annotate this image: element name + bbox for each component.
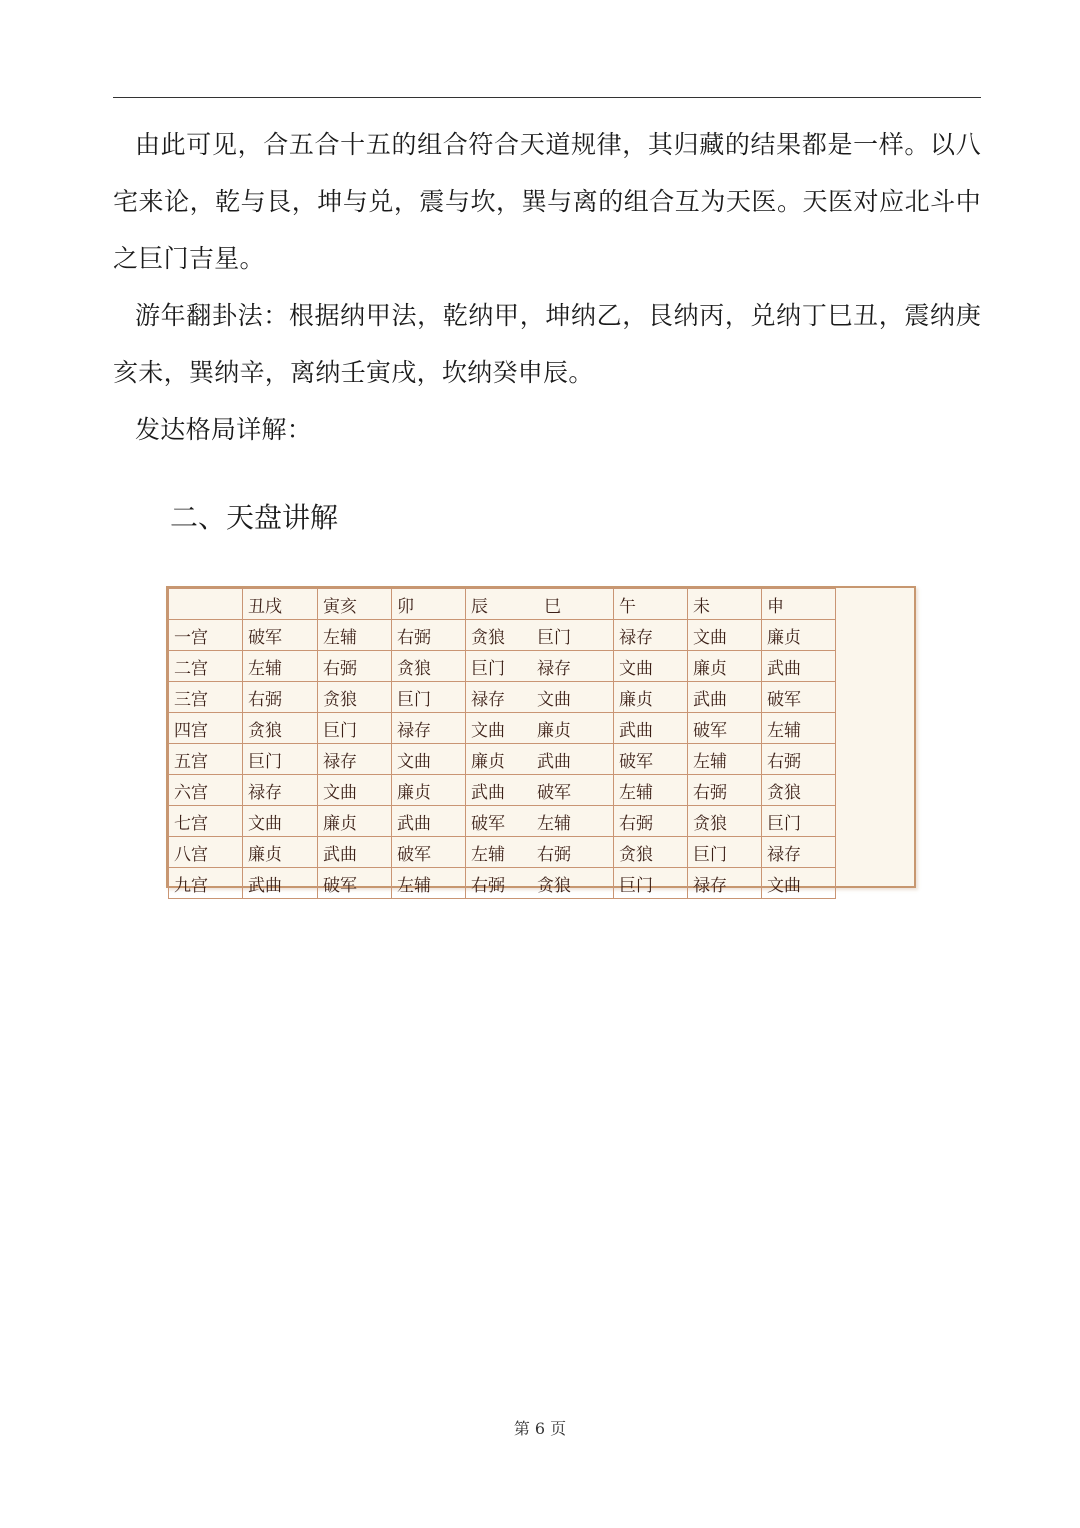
table-row — [169, 620, 915, 651]
star-table-body — [169, 589, 915, 899]
table-cell-pair — [466, 806, 614, 837]
page-number: 第 6 页 — [513, 1419, 567, 1438]
table-cell: 右弼 — [762, 744, 836, 775]
table-cell: 廉贞 — [614, 682, 688, 713]
table-cell: 巨门 — [762, 806, 836, 837]
row-label: 九宫 — [174, 875, 208, 896]
row-head-cell — [169, 837, 243, 868]
table-row — [169, 651, 915, 682]
table-cell: 文曲 — [243, 806, 318, 837]
table-cell: 左辅 — [688, 744, 762, 775]
table-row — [169, 713, 915, 744]
table-cell: 文曲 — [471, 720, 505, 741]
table-cell: 廉贞 — [471, 751, 505, 772]
table-cell: 武曲 — [243, 868, 318, 899]
table-cell: 贪狼 — [243, 713, 318, 744]
column-header: 卯 — [392, 589, 466, 620]
table-cell: 右弼 — [318, 651, 392, 682]
row-head-cell — [169, 713, 243, 744]
row-head-cell — [169, 620, 243, 651]
table-cell: 武曲 — [471, 782, 505, 803]
table-cell: 禄存 — [688, 868, 762, 899]
table-cell: 禄存 — [762, 837, 836, 868]
table-cell: 禄存 — [392, 713, 466, 744]
table-cell: 巨门 — [392, 682, 466, 713]
paragraph: 发达格局详解： — [135, 415, 313, 444]
table-cell: 文曲 — [392, 744, 466, 775]
row-head-cell — [169, 682, 243, 713]
table-cell: 文曲 — [614, 651, 688, 682]
row-label: 一宫 — [174, 627, 208, 648]
table-cell: 禄存 — [614, 620, 688, 651]
column-header: 午 — [614, 589, 688, 620]
table-cell: 破军 — [318, 868, 392, 899]
table-cell-pair — [466, 620, 614, 651]
table-cell: 右弼 — [243, 682, 318, 713]
table-cell: 文曲 — [318, 775, 392, 806]
table-cell: 左辅 — [318, 620, 392, 651]
section-heading: 二、天盘讲解 — [170, 501, 339, 534]
table-row — [169, 682, 915, 713]
row-label: 二宫 — [174, 658, 208, 679]
table-row — [169, 806, 915, 837]
table-row — [169, 775, 915, 806]
column-header: 辰 — [471, 596, 488, 617]
row-label: 三宫 — [174, 689, 208, 710]
star-table — [168, 588, 915, 899]
table-cell: 左辅 — [243, 651, 318, 682]
table-cell: 禄存 — [537, 658, 571, 679]
paragraph: 游年翻卦法：根据纳甲法，乾纳甲，坤纳乙，艮纳丙，兑纳丁巳丑，震纳庚亥未，巽纳辛，离纳壬寅戌，坎纳癸申辰。 — [113, 301, 981, 387]
table-cell: 巨门 — [471, 658, 505, 679]
table-cell: 禄存 — [243, 775, 318, 806]
table-cell: 破军 — [392, 837, 466, 868]
table-cell: 左辅 — [762, 713, 836, 744]
table-cell: 左辅 — [392, 868, 466, 899]
row-label: 五宫 — [174, 751, 208, 772]
row-label: 六宫 — [174, 782, 208, 803]
table-row — [169, 744, 915, 775]
row-head-cell — [169, 775, 243, 806]
column-header-pair — [466, 589, 614, 620]
table-cell-pair — [466, 868, 614, 899]
table-cell: 文曲 — [688, 620, 762, 651]
table-cell: 贪狼 — [392, 651, 466, 682]
row-head-cell — [169, 651, 243, 682]
row-head-cell — [169, 744, 243, 775]
table-row — [169, 837, 915, 868]
table-cell-pair — [466, 713, 614, 744]
table-cell: 廉贞 — [537, 720, 571, 741]
table-cell: 巨门 — [318, 713, 392, 744]
table-cell: 左辅 — [471, 844, 505, 865]
table-cell: 廉贞 — [392, 775, 466, 806]
table-cell: 武曲 — [318, 837, 392, 868]
table-cell: 贪狼 — [762, 775, 836, 806]
body-text — [113, 116, 981, 458]
table-cell: 右弼 — [688, 775, 762, 806]
table-cell: 贪狼 — [318, 682, 392, 713]
table-cell: 右弼 — [392, 620, 466, 651]
row-head-cell — [169, 868, 243, 899]
column-header: 寅亥 — [318, 589, 392, 620]
table-cell: 贪狼 — [688, 806, 762, 837]
table-cell: 左辅 — [614, 775, 688, 806]
table-cell: 武曲 — [762, 651, 836, 682]
star-table-figure — [166, 586, 916, 896]
table-cell: 左辅 — [537, 813, 571, 834]
paragraph: 由此可见，合五合十五的组合符合天道规律，其归藏的结果都是一样。以八宅来论，乾与艮，坤与兑，震与坎，巽与离的组合互为天医。天医对应北斗中之巨门吉星。 — [113, 130, 981, 273]
table-cell: 武曲 — [614, 713, 688, 744]
header-rule — [113, 97, 981, 98]
table-cell: 巨门 — [688, 837, 762, 868]
table-cell: 廉贞 — [688, 651, 762, 682]
table-cell: 巨门 — [537, 627, 571, 648]
table-cell: 巨门 — [614, 868, 688, 899]
table-cell: 巨门 — [243, 744, 318, 775]
table-cell: 武曲 — [688, 682, 762, 713]
table-cell-pair — [466, 837, 614, 868]
table-row — [169, 868, 915, 899]
table-cell: 禄存 — [471, 689, 505, 710]
table-cell: 贪狼 — [471, 627, 505, 648]
table-cell: 廉贞 — [762, 620, 836, 651]
table-cell: 右弼 — [614, 806, 688, 837]
column-header: 未 — [688, 589, 762, 620]
table-cell: 廉贞 — [318, 806, 392, 837]
table-cell: 文曲 — [762, 868, 836, 899]
table-cell: 贪狼 — [614, 837, 688, 868]
table-header-row — [169, 589, 915, 620]
table-cell: 贪狼 — [537, 875, 571, 896]
table-cell-pair — [466, 651, 614, 682]
column-header: 申 — [762, 589, 836, 620]
table-cell: 禄存 — [318, 744, 392, 775]
table-cell: 破军 — [762, 682, 836, 713]
column-header: 巳 — [544, 596, 561, 617]
table-cell: 破军 — [537, 782, 571, 803]
table-cell: 破军 — [471, 813, 505, 834]
table-cell-pair — [466, 744, 614, 775]
table-cell: 右弼 — [537, 844, 571, 865]
table-cell-pair — [466, 775, 614, 806]
column-header: 丑戌 — [243, 589, 318, 620]
table-cell: 武曲 — [537, 751, 571, 772]
table-cell: 右弼 — [471, 875, 505, 896]
row-label: 七宫 — [174, 813, 208, 834]
table-cell: 破军 — [243, 620, 318, 651]
column-header — [169, 589, 243, 620]
table-cell: 文曲 — [537, 689, 571, 710]
table-cell: 破军 — [614, 744, 688, 775]
table-cell: 廉贞 — [243, 837, 318, 868]
row-label: 八宫 — [174, 844, 208, 865]
table-cell: 破军 — [688, 713, 762, 744]
row-head-cell — [169, 806, 243, 837]
table-cell-pair — [466, 682, 614, 713]
table-cell: 武曲 — [392, 806, 466, 837]
row-label: 四宫 — [174, 720, 208, 741]
